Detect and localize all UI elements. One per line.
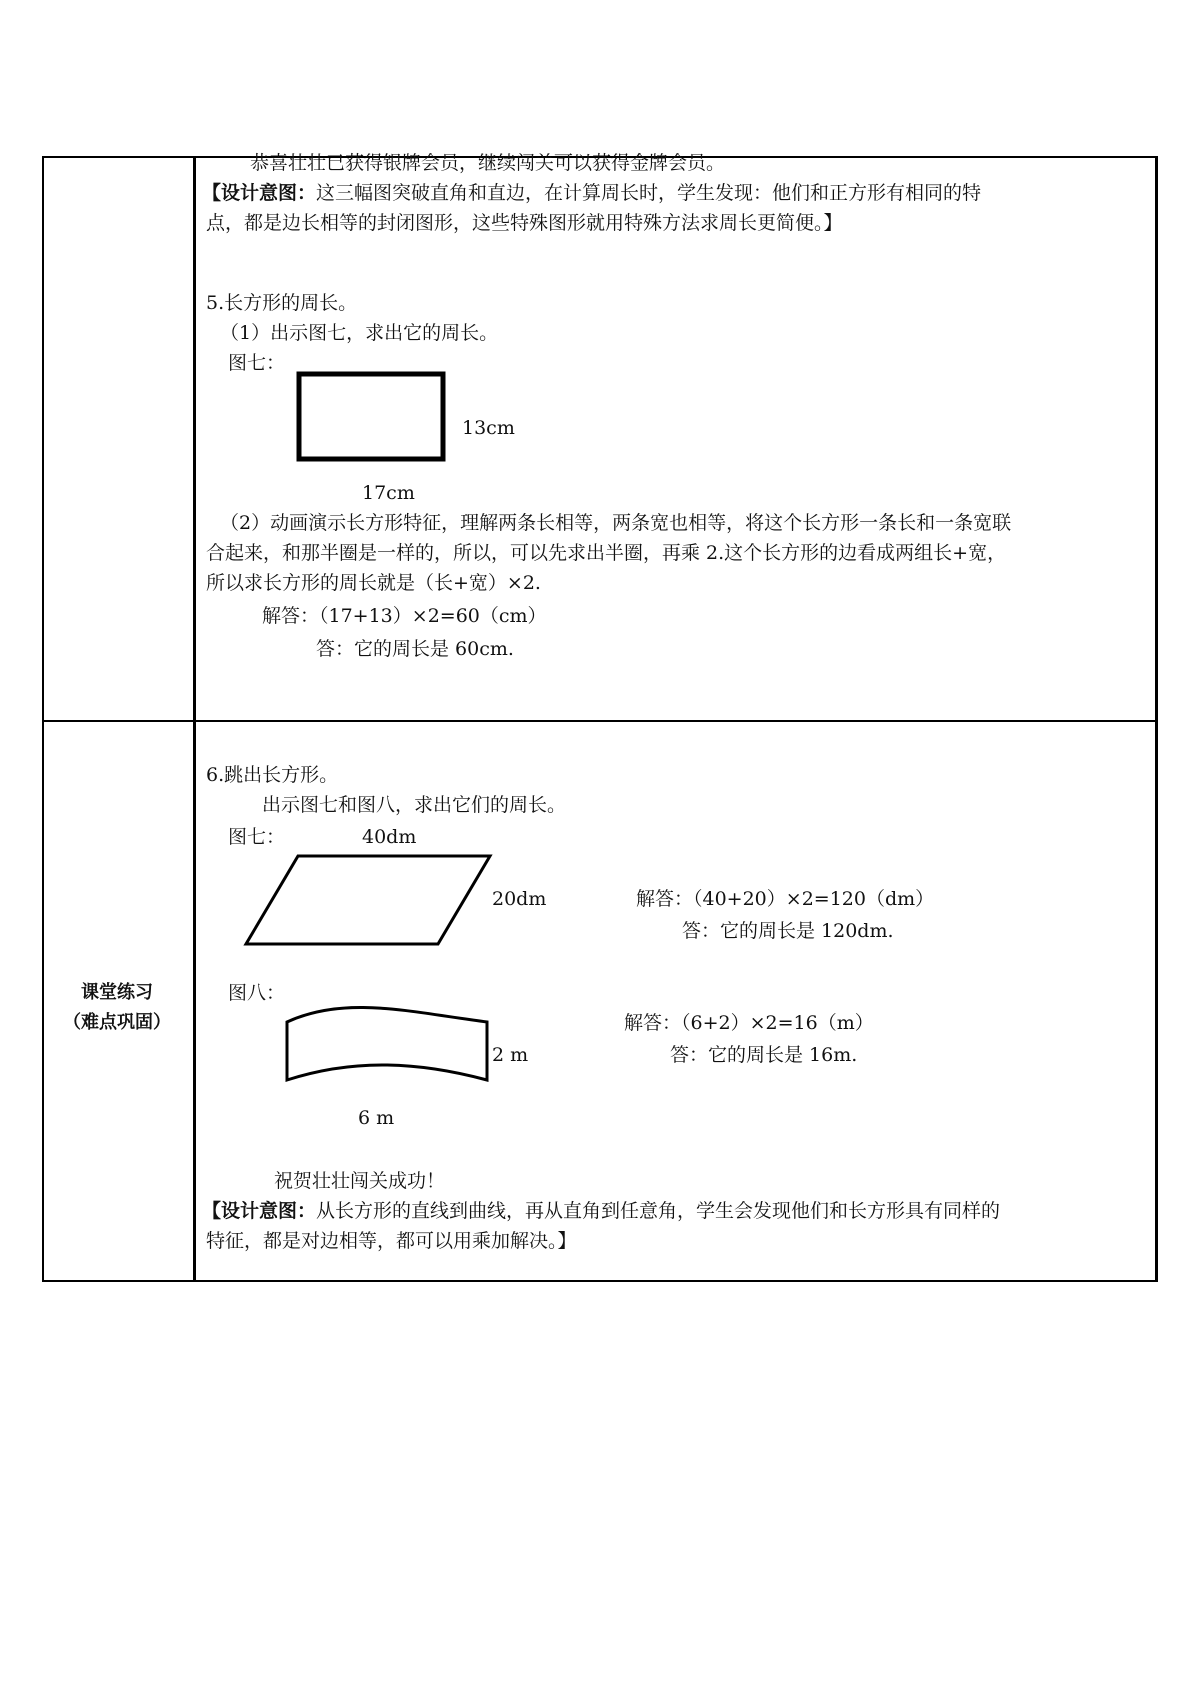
row-label-line-1: 课堂练习 [81,982,153,1003]
parallelogram-top-label: 40dm [362,826,417,848]
solution-a-text: 解答：（40+20）×2=120（dm） [636,888,935,910]
figure-8-label: 图八： [228,982,286,1004]
design-intent-label: 【设计意图： [202,182,317,204]
design-intent-b-label: 【设计意图： [202,1200,317,1222]
section-5-title: 5.长方形的周长。 [206,292,358,314]
parallelogram-side-label: 20dm [492,888,547,910]
figure-7-label: 图七： [228,352,286,374]
row-label-line-2: （难点巩固） [63,1012,171,1033]
design-intent-b-text-2: 特征，都是对边相等，都可以用乘加解决。】 [206,1230,577,1252]
design-intent-b-text-1: 从长方形的直线到曲线，再从直角到任意角，学生会发现他们和长方形具有同样的 [316,1200,1001,1222]
congrats-text: 恭喜壮壮已获得银牌会员，继续闯关可以获得金牌会员。 [250,152,726,174]
step-2-line-3: 所以求长方形的周长就是（长+宽）×2. [206,572,541,594]
wavy-side-label: 2 m [492,1044,529,1066]
section-6-title: 6.跳出长方形。 [206,764,339,786]
wavy-shape [287,1007,487,1080]
step-1-text: （1）出示图七，求出它的周长。 [220,322,499,344]
rectangle-height-label: 13cm [462,417,515,439]
wavy-bottom-label: 6 m [358,1107,395,1129]
step-2-line-1: （2）动画演示长方形特征，理解两条长相等，两条宽也相等，将这个长方形一条长和一条宽联 [220,512,1012,534]
design-intent-b-1 [202,1196,1000,1226]
solution-text: 解答：（17+13）×2=60（cm） [262,605,547,627]
answer-a-text: 答：它的周长是 120dm. [682,920,894,942]
design-intent-text-2: 点，都是边长相等的封闭图形，这些特殊图形就用特殊方法求周长更简便。】 [206,212,843,234]
answer-text: 答：它的周长是 60cm. [316,638,514,660]
solution-b-text: 解答：（6+2）×2=16（m） [624,1012,874,1034]
celebrate-text: 祝贺壮壮闯关成功！ [274,1170,446,1192]
figure-7b-label: 图七： [228,826,286,848]
step-2-line-2: 合起来，和那半圈是一样的，所以，可以先求出半圈，再乘 2.这个长方形的边看成两组长+宽， [206,542,1007,564]
rectangle-width-label: 17cm [362,482,415,504]
answer-b-text: 答：它的周长是 16m. [670,1044,858,1066]
instruction-text: 出示图七和图八，求出它们的周长。 [262,794,567,816]
design-intent-text-1: 这三幅图突破直角和直边，在计算周长时，学生发现：他们和正方形有相同的特 [316,182,982,204]
